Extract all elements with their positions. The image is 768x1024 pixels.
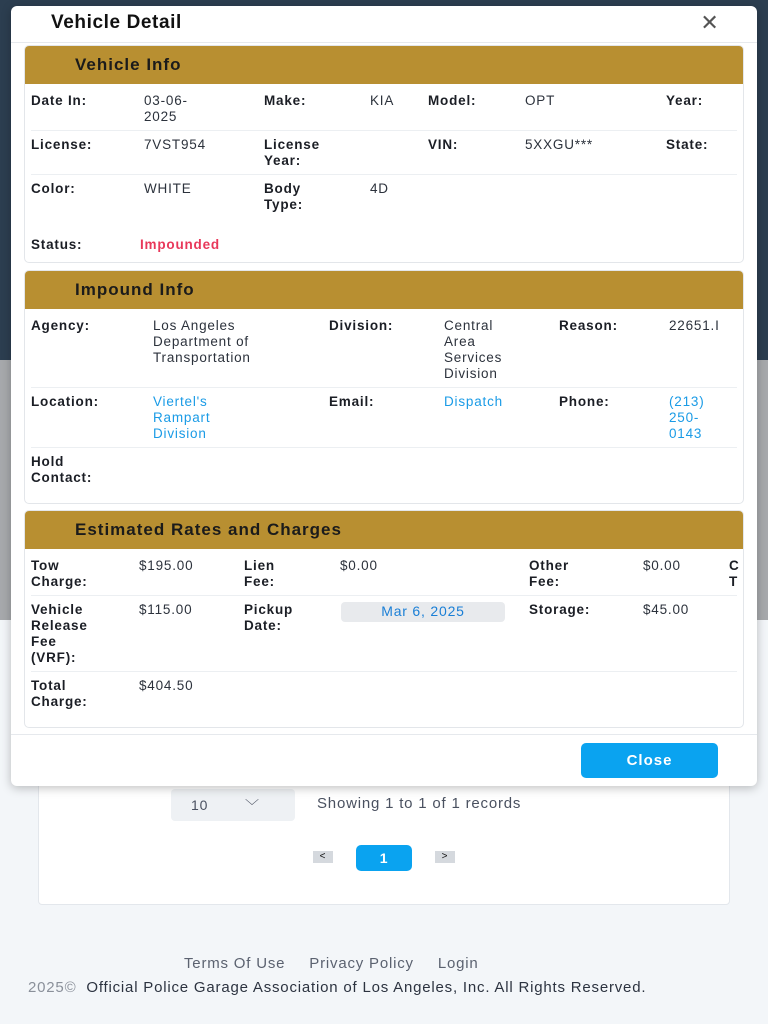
reason-value: 22651.I (669, 318, 720, 333)
pickup-date-value[interactable]: Mar 6, 2025 (341, 602, 505, 622)
storage-label: Storage: (529, 602, 591, 617)
pagination-prev-button[interactable]: < (313, 851, 333, 863)
other-fee-label-line2: Fee: (529, 574, 560, 589)
model-value: OPT (525, 93, 556, 108)
page-size-select[interactable] (171, 789, 295, 821)
hold-contact-label-line1: Hold (31, 454, 65, 469)
records-info: Showing 1 to 1 of 1 records (317, 795, 522, 812)
pickup-date-label (244, 602, 293, 634)
vin-value: 5XXGU*** (525, 137, 593, 152)
row-divider (31, 595, 737, 596)
other-fee-label-line1: Other (529, 558, 570, 573)
total-charge-value: $404.50 (139, 678, 194, 693)
body-type-label (264, 181, 303, 213)
year-label: Year: (666, 93, 704, 108)
phone-label: Phone: (559, 394, 610, 409)
row-divider (31, 387, 737, 388)
email-link[interactable]: Dispatch (444, 394, 503, 409)
make-value: KIA (370, 93, 395, 108)
footer-copyright (28, 980, 748, 996)
tow-charge-label-line1: Tow (31, 558, 60, 573)
vehicle-detail-modal (11, 6, 757, 786)
truncated-label-line2: T (729, 574, 739, 589)
division-value-line3: Services (444, 350, 503, 365)
modal-title: Vehicle Detail (51, 12, 182, 33)
agency-value-line3: Transportation (153, 350, 251, 365)
agency-label: Agency: (31, 318, 90, 333)
license-year-label (264, 137, 320, 169)
status-label: Status: (31, 237, 83, 252)
body-type-label-line1: Body (264, 181, 301, 196)
page-size-value: 10 (191, 797, 209, 813)
phone-link-line1: (213) (669, 394, 705, 409)
location-link[interactable] (153, 394, 210, 442)
license-value: 7VST954 (144, 137, 206, 152)
close-icon[interactable]: ✕ (700, 10, 720, 35)
pickup-date-label-line1: Pickup (244, 602, 294, 617)
pagination-page-1[interactable]: 1 (356, 845, 412, 871)
footer-links (184, 955, 479, 972)
model-label: Model: (428, 93, 477, 108)
pagination-next-button[interactable]: > (435, 851, 455, 863)
tow-charge-label (31, 558, 88, 590)
division-value-line4: Division (444, 366, 498, 381)
vehicle-info-section (24, 45, 744, 263)
row-divider (31, 174, 737, 175)
body-type-label-line2: Type: (264, 197, 304, 212)
header-divider (11, 42, 757, 43)
footer-divider (11, 734, 757, 735)
copyright-year: 2025© (28, 979, 77, 996)
division-value-line1: Central (444, 318, 494, 333)
date-in-label: Date In: (31, 93, 87, 108)
reason-label: Reason: (559, 318, 618, 333)
impound-info-heading: Impound Info (25, 271, 743, 309)
storage-value: $45.00 (643, 602, 690, 617)
phone-link-line2: 250- (669, 410, 700, 425)
lien-fee-label-line2: Fee: (244, 574, 275, 589)
vrf-label (31, 602, 88, 666)
color-value: WHITE (144, 181, 192, 196)
rates-heading: Estimated Rates and Charges (25, 511, 743, 549)
impound-info-section (24, 270, 744, 504)
agency-value-line2: Department of (153, 334, 249, 349)
color-label: Color: (31, 181, 76, 196)
lien-fee-label-line1: Lien (244, 558, 275, 573)
body-type-value: 4D (370, 181, 389, 196)
date-in-value-line1: 03-06- (144, 93, 188, 108)
hold-contact-label-line2: Contact: (31, 470, 93, 485)
lien-fee-value: $0.00 (340, 558, 378, 573)
vrf-label-line2: Release (31, 618, 88, 633)
copyright-text: Official Police Garage Association of Los Angeles, Inc. All Rights Reserved. (86, 979, 647, 996)
truncated-label (729, 558, 740, 590)
license-label: License: (31, 137, 93, 152)
date-in-value (144, 93, 188, 125)
division-value (444, 318, 502, 382)
vin-label: VIN: (428, 137, 459, 152)
footer-link-terms[interactable]: Terms Of Use (184, 955, 286, 972)
modal-header (11, 6, 757, 40)
total-charge-label-line2: Charge: (31, 694, 88, 709)
footer-link-login[interactable]: Login (437, 955, 479, 972)
lien-fee-label (244, 558, 275, 590)
total-charge-label-line1: Total (31, 678, 67, 693)
chevron-down-icon: ﹀ (245, 798, 260, 814)
footer-link-privacy[interactable]: Privacy Policy (309, 955, 414, 972)
rates-section (24, 510, 744, 728)
vrf-label-line4: (VRF): (31, 650, 77, 665)
state-label: State: (666, 137, 709, 152)
vrf-value: $115.00 (139, 602, 193, 617)
row-divider (31, 671, 737, 672)
license-year-label-line2: Year: (264, 153, 302, 168)
phone-link-line3: 0143 (669, 426, 703, 441)
row-divider (31, 130, 737, 131)
total-charge-label (31, 678, 88, 710)
other-fee-label (529, 558, 569, 590)
vrf-label-line3: Fee (31, 634, 57, 649)
location-link-line2: Rampart (153, 410, 211, 425)
license-year-label-line1: License (264, 137, 320, 152)
division-value-line2: Area (444, 334, 476, 349)
status-badge: Impounded (140, 237, 220, 252)
division-label: Division: (329, 318, 394, 333)
make-label: Make: (264, 93, 307, 108)
pickup-date-label-line2: Date: (244, 618, 282, 633)
other-fee-value: $0.00 (643, 558, 681, 573)
location-label: Location: (31, 394, 99, 409)
truncated-label-line1: C (729, 558, 740, 573)
vehicle-info-heading: Vehicle Info (25, 46, 743, 84)
phone-link[interactable] (669, 394, 705, 442)
tow-charge-label-line2: Charge: (31, 574, 88, 589)
location-link-line3: Division (153, 426, 207, 441)
row-divider (31, 447, 737, 448)
location-link-line1: Viertel's (153, 394, 208, 409)
date-in-value-line2: 2025 (144, 109, 178, 124)
agency-value-line1: Los Angeles (153, 318, 236, 333)
email-label: Email: (329, 394, 375, 409)
close-button[interactable]: Close (581, 743, 718, 778)
agency-value (153, 318, 251, 366)
vrf-label-line1: Vehicle (31, 602, 84, 617)
tow-charge-value: $195.00 (139, 558, 194, 573)
hold-contact-label (31, 454, 92, 486)
